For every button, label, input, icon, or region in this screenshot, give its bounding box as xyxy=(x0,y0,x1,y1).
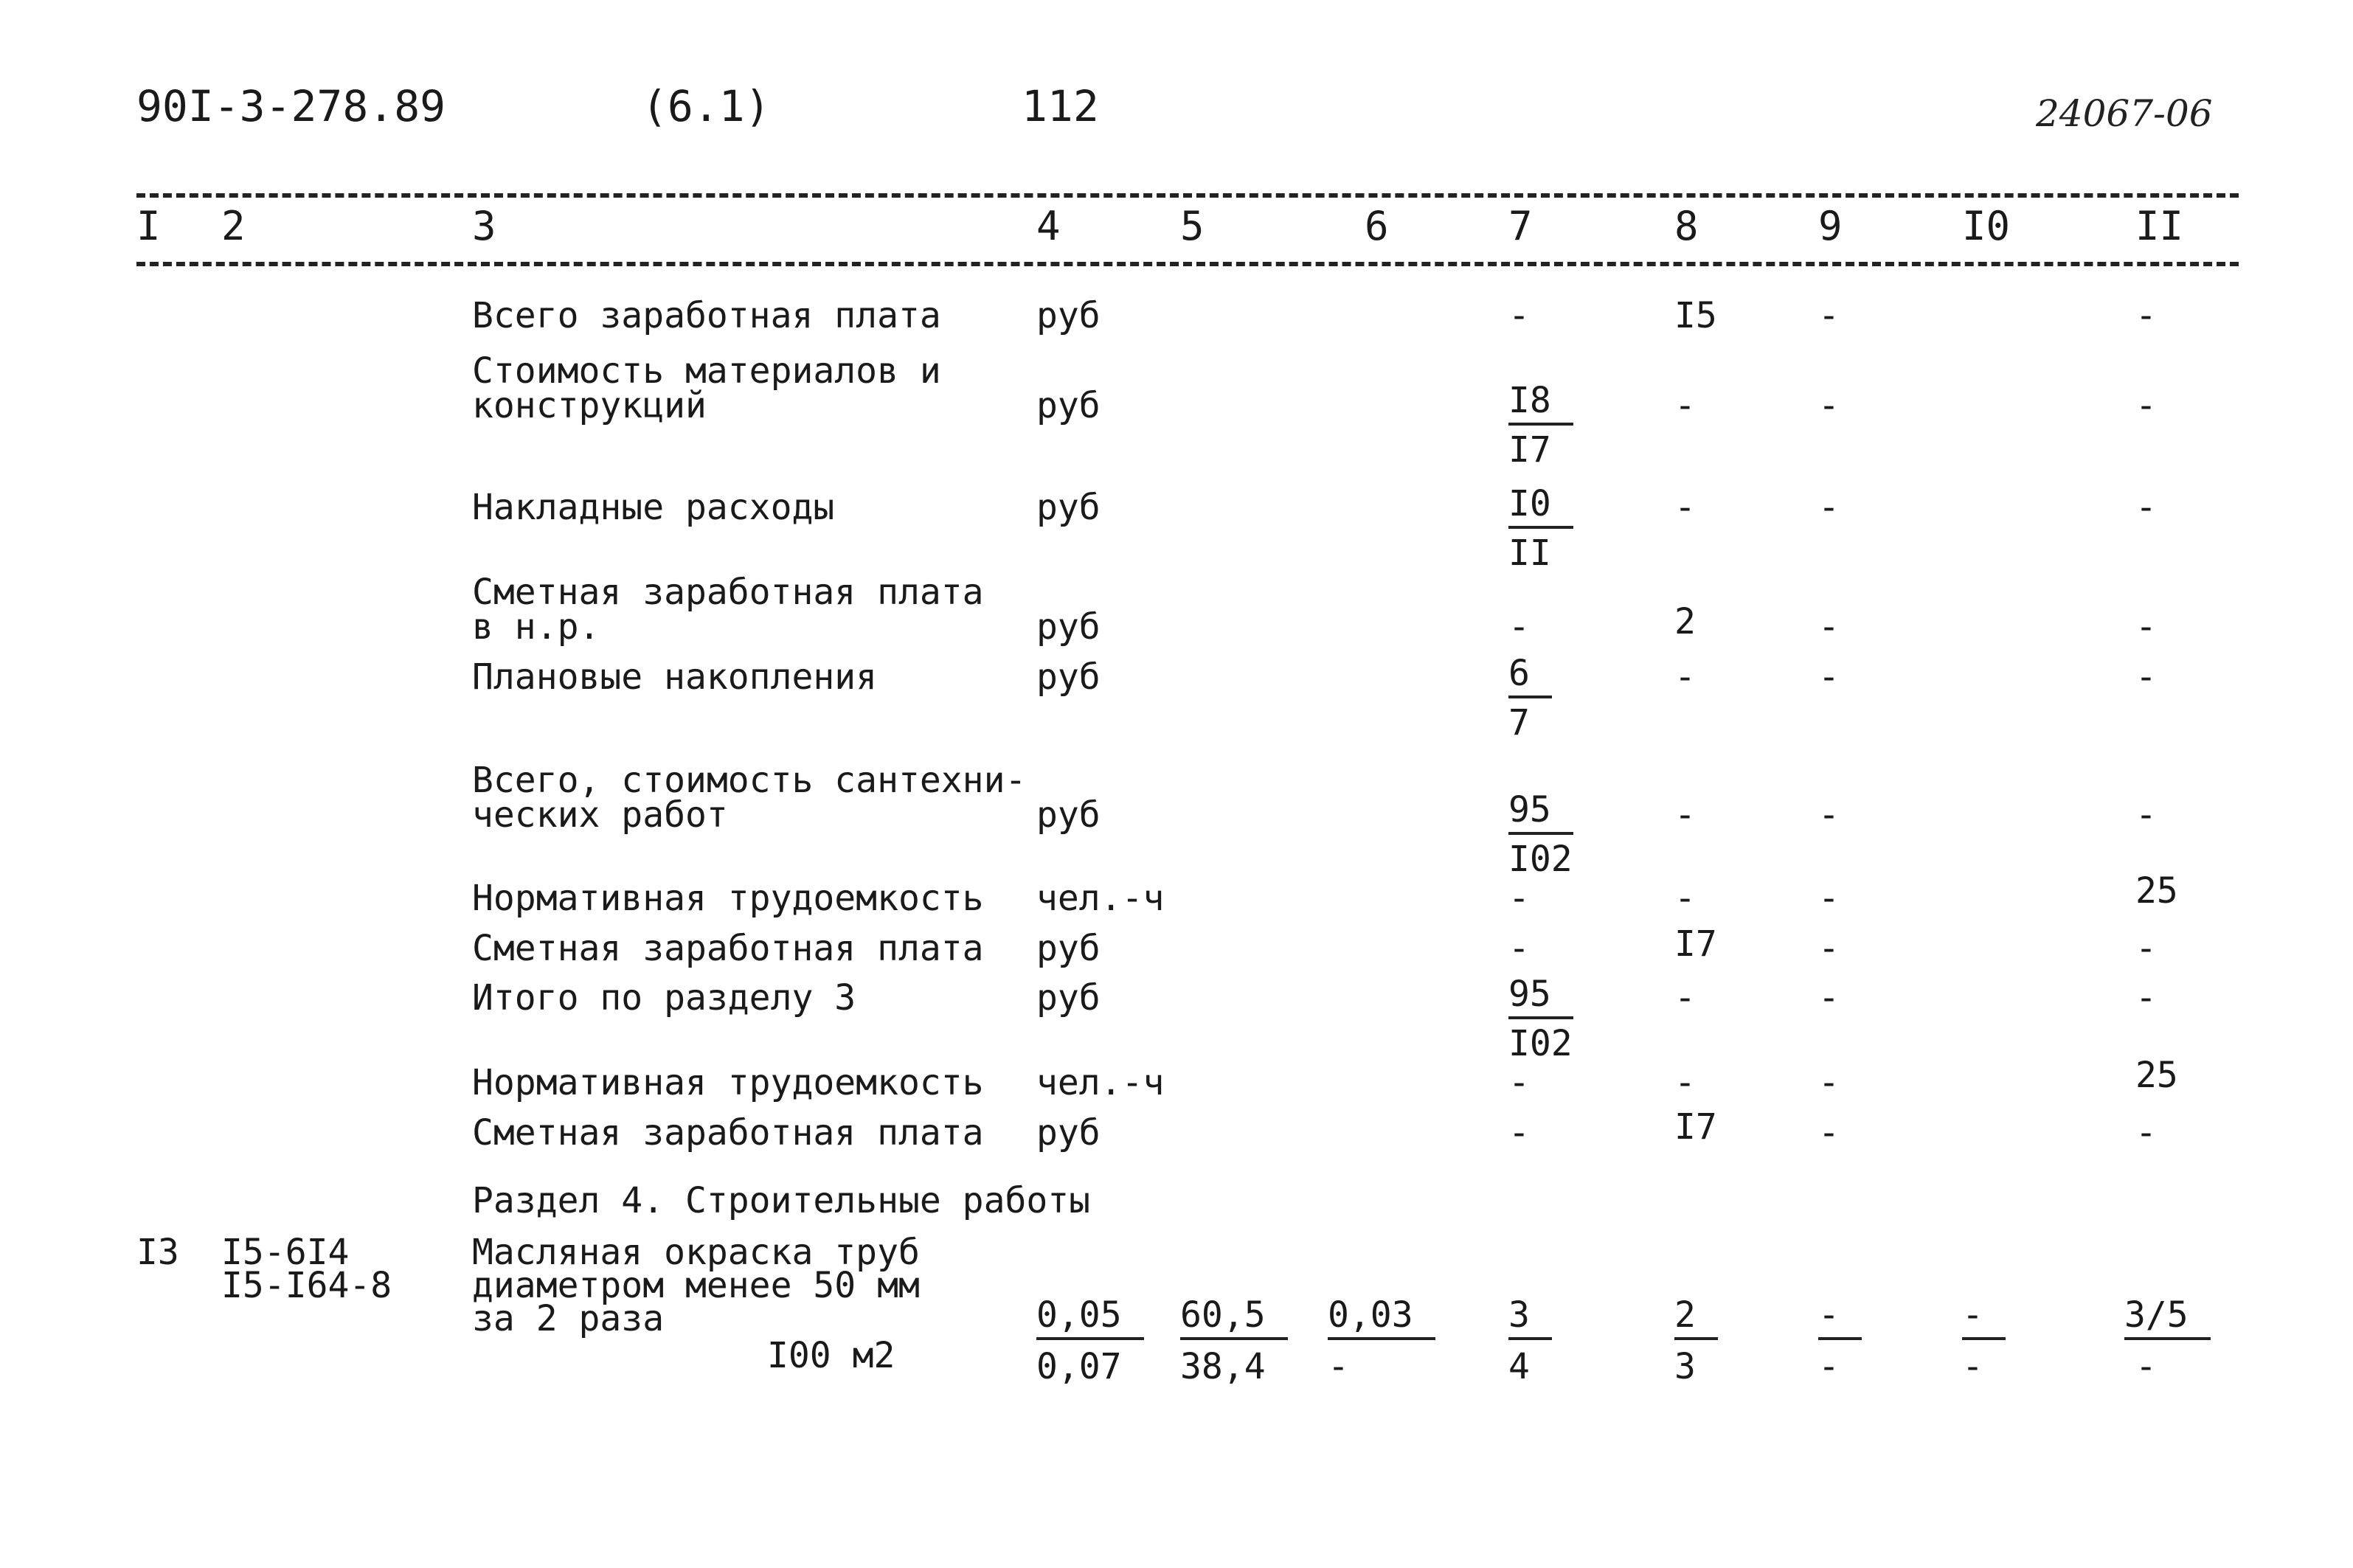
cell-c9-bottom: - xyxy=(1818,1346,1840,1387)
cell-c8: - xyxy=(1674,487,1696,528)
col-header: 4 xyxy=(1036,203,1061,249)
cell-c11: 3/5 xyxy=(2124,1294,2211,1340)
section-heading: Раздел 4. Строительные работы xyxy=(472,1180,1091,1221)
cell-c7-bottom: II xyxy=(1508,533,1551,574)
cell-c8: - xyxy=(1674,656,1696,698)
cell-c4-bottom: 0,07 xyxy=(1036,1346,1122,1387)
doc-code: 90I-3-278.89 xyxy=(136,81,446,131)
row-unit: руб xyxy=(1036,928,1101,969)
row-unit: руб xyxy=(1036,606,1101,648)
row-unit: руб xyxy=(1036,977,1101,1019)
row-unit: руб xyxy=(1036,1112,1101,1154)
page-number: 112 xyxy=(1022,81,1099,131)
cell-c7: 95 xyxy=(1508,974,1573,1019)
row-name: Всего, стоимость сантехни- xyxy=(472,760,1027,801)
cell-c9: - xyxy=(1818,385,1840,426)
cell-c11: - xyxy=(2135,928,2157,969)
cell-c7-bottom: 7 xyxy=(1508,702,1530,743)
item-number: I3 xyxy=(136,1232,179,1273)
cell-c10: - xyxy=(1962,1294,2006,1340)
row-unit: руб xyxy=(1036,794,1101,836)
cell-c7-bottom: I7 xyxy=(1508,429,1551,471)
cell-c8: I7 xyxy=(1674,1106,1717,1148)
cell-c9: - xyxy=(1818,295,1840,336)
row-unit: руб xyxy=(1036,656,1101,698)
cell-c8: - xyxy=(1674,385,1696,426)
cell-c7: 95 xyxy=(1508,789,1573,835)
item-name: диаметром менее 50 мм xyxy=(472,1265,920,1306)
cell-c8: - xyxy=(1674,878,1696,919)
item-code: I5-I64-8 xyxy=(221,1265,392,1306)
cell-c9: - xyxy=(1818,1294,1862,1340)
cell-c7: 6 xyxy=(1508,653,1552,698)
row-name: Накладные расходы xyxy=(472,487,835,528)
cell-c7: - xyxy=(1508,1112,1530,1154)
col-header: I0 xyxy=(1962,203,2011,249)
cell-c7: - xyxy=(1508,1062,1530,1103)
row-unit: руб xyxy=(1036,385,1101,426)
col-header: 6 xyxy=(1365,203,1389,249)
part-number: (6.1) xyxy=(642,81,771,131)
cell-c9: - xyxy=(1818,1112,1840,1154)
cell-c7: 3 xyxy=(1508,1294,1552,1340)
cell-c11: - xyxy=(2135,606,2157,648)
cell-c11: - xyxy=(2135,385,2157,426)
cell-c5-bottom: 38,4 xyxy=(1180,1346,1266,1387)
cell-c4: 0,05 xyxy=(1036,1294,1144,1340)
header-top-rule xyxy=(136,193,2239,198)
cell-c9: - xyxy=(1818,487,1840,528)
cell-c9: - xyxy=(1818,606,1840,648)
cell-c8: - xyxy=(1674,794,1696,836)
row-unit: руб xyxy=(1036,295,1101,336)
handwritten-stamp: 24067-06 xyxy=(2036,92,2213,135)
item-name: за 2 раза xyxy=(472,1298,665,1339)
row-name: ческих работ xyxy=(472,794,728,836)
row-name: Сметная заработная плата xyxy=(472,572,984,613)
cell-c7: - xyxy=(1508,295,1530,336)
cell-c6-bottom: - xyxy=(1328,1346,1349,1387)
col-header: 7 xyxy=(1508,203,1533,249)
cell-c7-bottom: I02 xyxy=(1508,1023,1573,1064)
cell-c8: - xyxy=(1674,1062,1696,1103)
col-header: 5 xyxy=(1180,203,1205,249)
cell-c8: I5 xyxy=(1674,295,1717,336)
cell-c6: 0,03 xyxy=(1328,1294,1435,1340)
item-code: I5-6I4 xyxy=(221,1232,350,1273)
cell-c7: I0 xyxy=(1508,483,1573,529)
row-name: конструкций xyxy=(472,385,707,426)
cell-c7-bottom: 4 xyxy=(1508,1346,1530,1387)
row-name: Сметная заработная плата xyxy=(472,1112,984,1154)
row-name: Итого по разделу 3 xyxy=(472,977,856,1019)
cell-c7-bottom: I02 xyxy=(1508,839,1573,880)
cell-c8-bottom: 3 xyxy=(1674,1346,1696,1387)
col-header: 8 xyxy=(1674,203,1699,249)
row-unit: чел.-ч xyxy=(1036,1062,1165,1103)
cell-c7: I8 xyxy=(1508,380,1573,426)
cell-c8: 2 xyxy=(1674,1294,1718,1340)
cell-c7: - xyxy=(1508,606,1530,648)
item-unit: I00 м2 xyxy=(767,1335,895,1376)
cell-c11: 25 xyxy=(2135,870,2178,912)
cell-c8: - xyxy=(1674,977,1696,1019)
cell-c10-bottom: - xyxy=(1962,1346,1983,1387)
col-header: 3 xyxy=(472,203,496,249)
cell-c11: - xyxy=(2135,656,2157,698)
cell-c11: - xyxy=(2135,1112,2157,1154)
col-header: I xyxy=(136,203,161,249)
row-name: Нормативная трудоемкость xyxy=(472,1062,984,1103)
cell-c11: - xyxy=(2135,295,2157,336)
cell-c9: - xyxy=(1818,794,1840,836)
row-unit: руб xyxy=(1036,487,1101,528)
cell-c8: 2 xyxy=(1674,601,1696,642)
cell-c11: 25 xyxy=(2135,1055,2178,1096)
col-header: 2 xyxy=(221,203,246,249)
cell-c9: - xyxy=(1818,928,1840,969)
cell-c11-bottom: - xyxy=(2135,1346,2157,1387)
row-name: в н.р. xyxy=(472,606,600,648)
cell-c7: - xyxy=(1508,878,1530,919)
row-name: Всего заработная плата xyxy=(472,295,941,336)
row-name: Нормативная трудоемкость xyxy=(472,878,984,919)
cell-c9: - xyxy=(1818,1062,1840,1103)
cell-c9: - xyxy=(1818,977,1840,1019)
cell-c9: - xyxy=(1818,878,1840,919)
col-header: 9 xyxy=(1818,203,1843,249)
cell-c9: - xyxy=(1818,656,1840,698)
header-bottom-rule xyxy=(136,262,2239,266)
cell-c7: - xyxy=(1508,928,1530,969)
row-name: Стоимость материалов и xyxy=(472,350,941,392)
cell-c11: - xyxy=(2135,794,2157,836)
row-name: Сметная заработная плата xyxy=(472,928,984,969)
item-name: Масляная окраска труб xyxy=(472,1232,920,1273)
row-unit: чел.-ч xyxy=(1036,878,1165,919)
cell-c11: - xyxy=(2135,487,2157,528)
col-header: II xyxy=(2135,203,2184,249)
cell-c8: I7 xyxy=(1674,923,1717,965)
cell-c5: 60,5 xyxy=(1180,1294,1288,1340)
cell-c11: - xyxy=(2135,977,2157,1019)
row-name: Плановые накопления xyxy=(472,656,878,698)
